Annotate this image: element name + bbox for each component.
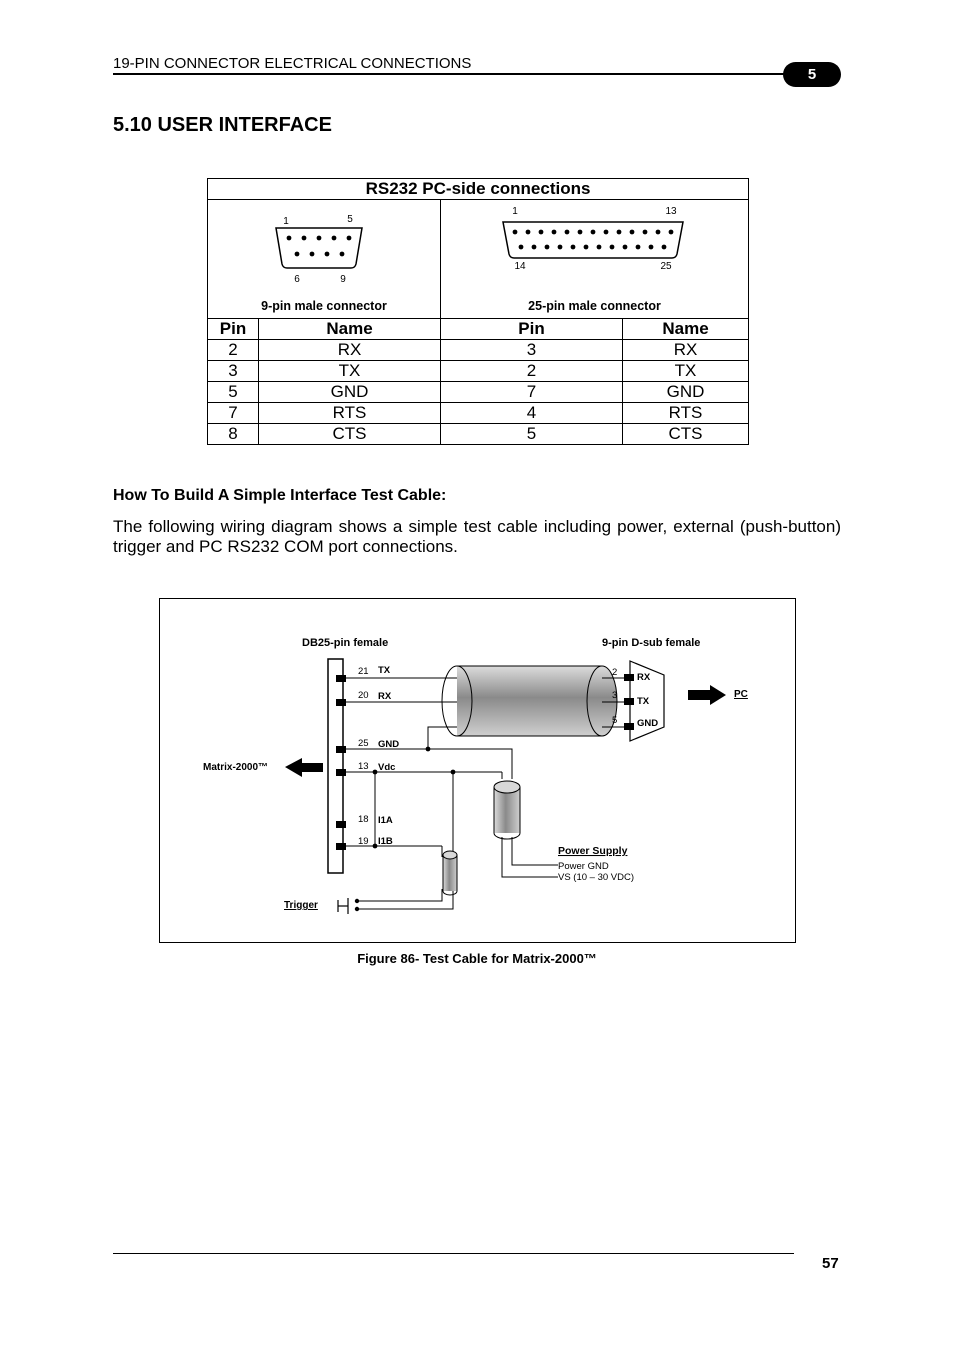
db25-pin-dot — [545, 245, 550, 250]
db25-pin-dot — [519, 245, 524, 250]
connector-25pin-caption: 25-pin male connector — [528, 299, 661, 313]
table-row — [208, 340, 749, 361]
matrix-label: Matrix-2000™ — [203, 762, 269, 773]
header-rule — [113, 73, 789, 75]
table-row — [208, 382, 749, 403]
cell: 7 — [441, 382, 623, 403]
db25-pin-dot — [513, 230, 518, 235]
header-name-9: Name — [259, 319, 441, 340]
db25-pin-num: 20 — [358, 690, 369, 701]
db25-pin-dot — [539, 230, 544, 235]
cell: 5 — [441, 424, 623, 445]
db25-pin-dot — [565, 230, 570, 235]
table-row — [208, 361, 749, 382]
cell: RTS — [623, 403, 749, 424]
db25-pin-dot — [532, 245, 537, 250]
trigger-switch-icon — [338, 898, 348, 914]
db25-pin-num: 13 — [358, 761, 369, 772]
cell: CTS — [623, 424, 749, 445]
cell: TX — [259, 361, 441, 382]
section-title: 5.10 USER INTERFACE — [113, 114, 332, 136]
cell: TX — [623, 361, 749, 382]
db25-pin-dot — [656, 230, 661, 235]
page-number: 57 — [822, 1255, 839, 1272]
table-row — [208, 403, 749, 424]
db25-pin-dot — [526, 230, 531, 235]
db25-pin-dot — [643, 230, 648, 235]
header-pin-9: Pin — [208, 319, 259, 340]
figure-caption: Figure 86- Test Cable for Matrix-2000™ — [357, 951, 597, 966]
table-row — [208, 424, 749, 445]
subheading: How To Build A Simple Interface Test Cable: — [113, 487, 447, 504]
db25-pin-name: I1B — [378, 836, 393, 847]
db25-connector — [328, 659, 343, 873]
cell: RX — [259, 340, 441, 361]
db25-pin-name: Vdc — [378, 762, 396, 773]
pin25-bottom-left: 14 — [514, 261, 526, 272]
db25-pin-num: 25 — [358, 738, 369, 749]
db25-pin-dot — [610, 245, 615, 250]
dsub9-pin-name: RX — [637, 672, 651, 683]
pin9-bottom-right: 9 — [340, 274, 346, 285]
table-title: RS232 PC-side connections — [208, 179, 749, 200]
cell: RX — [623, 340, 749, 361]
dsub9-pin-num: 2 — [612, 667, 618, 678]
db25-pin-dot — [571, 245, 576, 250]
cell: 8 — [208, 424, 259, 445]
wiring-diagram — [159, 598, 796, 943]
pin9-top-right: 5 — [347, 214, 353, 225]
power-supply-title: Power Supply — [558, 845, 628, 857]
db25-pin-dot — [636, 245, 641, 250]
cell: GND — [623, 382, 749, 403]
pin9-bottom-left: 6 — [294, 274, 300, 285]
dsub9-pin-num: 3 — [612, 690, 618, 701]
pin9-top-left: 1 — [283, 216, 289, 227]
db25-pin-name: TX — [378, 665, 391, 676]
db25-pin-dot — [669, 230, 674, 235]
db25-pin-num: 19 — [358, 836, 369, 847]
db25-pin-dot — [617, 230, 622, 235]
db25-pin-dot — [584, 245, 589, 250]
wiring-diagram-svg — [160, 599, 795, 942]
db25-pin-dot — [604, 230, 609, 235]
db25-pin-num: 21 — [358, 666, 369, 677]
trigger-cable — [443, 851, 457, 895]
cell: RTS — [259, 403, 441, 424]
dsub9-pin-name: GND — [637, 718, 659, 729]
dsub9-pin-num: 5 — [612, 715, 618, 726]
db25-pin-dot — [630, 230, 635, 235]
shielded-cable — [442, 666, 617, 736]
power-cable — [494, 781, 520, 839]
header-pin-25: Pin — [441, 319, 623, 340]
power-supply-line1: Power GND — [558, 861, 609, 872]
dsub9-label: 9-pin D-sub female — [602, 637, 701, 649]
db25-pin-name: I1A — [378, 815, 393, 826]
body-paragraph: The following wiring diagram shows a simple test cable including power, external (push-button) trigger and PC RS232 COM port connections. — [113, 517, 841, 556]
connector-9pin-caption: 9-pin male connector — [261, 299, 387, 313]
db25-pin-dot — [591, 230, 596, 235]
header-name-25: Name — [623, 319, 749, 340]
cell: GND — [259, 382, 441, 403]
rs232-table — [207, 178, 749, 445]
cell: CTS — [259, 424, 441, 445]
db25-pin-name: RX — [378, 691, 392, 702]
db25-pin-dot — [623, 245, 628, 250]
cell: 2 — [441, 361, 623, 382]
pin25-top-left: 1 — [512, 206, 518, 217]
db25-pin-dot — [649, 245, 654, 250]
db25-pin-dot — [597, 245, 602, 250]
cell: 2 — [208, 340, 259, 361]
cell: 4 — [441, 403, 623, 424]
pin25-bottom-right: 25 — [660, 261, 672, 272]
db25-pin-dot — [558, 245, 563, 250]
db25-pin-dot — [552, 230, 557, 235]
chapter-badge: 5 — [783, 62, 841, 87]
cell: 3 — [441, 340, 623, 361]
connector-9pin-cell — [208, 200, 441, 319]
dsub9-pin-name: TX — [637, 696, 650, 707]
pin25-top-right: 13 — [665, 206, 677, 217]
cell: 3 — [208, 361, 259, 382]
matrix-arrow-icon — [285, 758, 323, 777]
db25-pin-num: 18 — [358, 814, 369, 825]
power-supply-line2: VS (10 – 30 VDC) — [558, 872, 635, 883]
pc-label: PC — [734, 689, 748, 700]
running-header: 19-PIN CONNECTOR ELECTRICAL CONNECTIONS — [113, 55, 472, 72]
connector-25pin-cell — [441, 200, 749, 319]
db25-pin-name: GND — [378, 739, 400, 750]
db25-pin-dot — [662, 245, 667, 250]
footer-rule — [113, 1253, 794, 1254]
db25-label: DB25-pin female — [302, 637, 389, 649]
cell: 5 — [208, 382, 259, 403]
cell: 7 — [208, 403, 259, 424]
pc-arrow-icon — [688, 685, 726, 705]
trigger-label: Trigger — [284, 900, 318, 911]
db25-pin-dot — [578, 230, 583, 235]
